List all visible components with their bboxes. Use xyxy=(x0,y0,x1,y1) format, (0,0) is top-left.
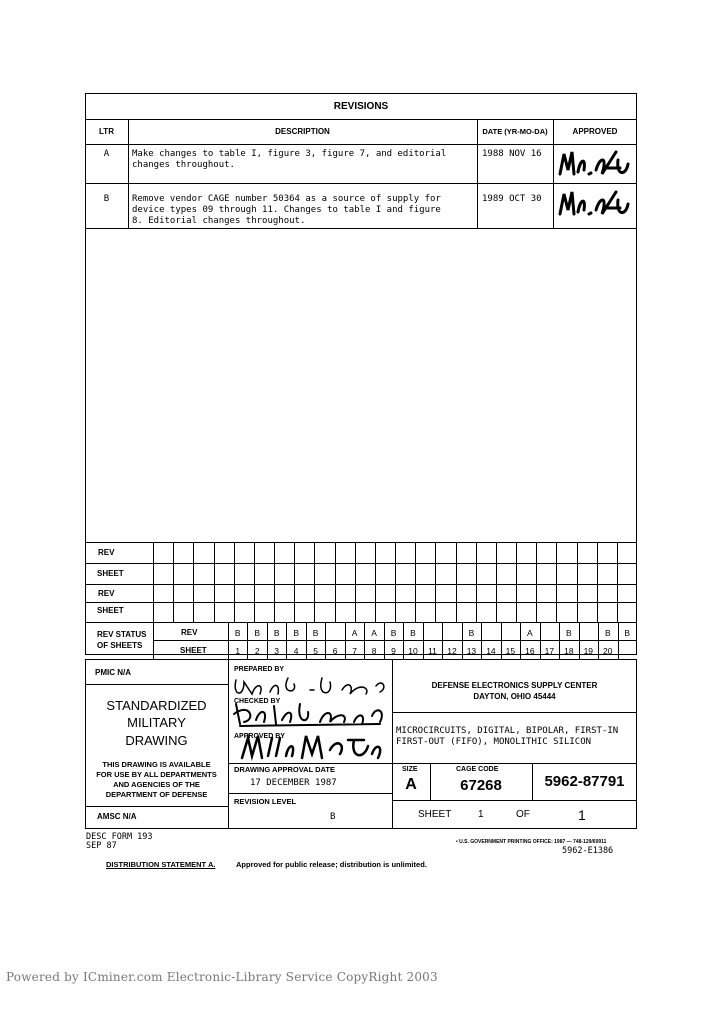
powered-by-footer: Powered by ICminer.com Electronic-Library Service CopyRight 2003 xyxy=(6,970,438,984)
col-date: DATE (YR-MO-DA) xyxy=(482,127,548,136)
rev-date-b: 1989 OCT 30 xyxy=(482,194,542,204)
form-number: DESC FORM 193 xyxy=(86,832,153,842)
rev-desc-b-line1: Remove vendor CAGE number 50364 as a source of supply for xyxy=(132,194,441,204)
of-number: 1 xyxy=(578,807,586,823)
grid-line xyxy=(173,542,174,622)
gpo-notice: • U.S. GOVERNMENT PRINTING OFFICE: 1987 — 748-129/60911 xyxy=(456,839,607,845)
sheet-number-cell: 15 xyxy=(505,646,516,656)
grid-line xyxy=(456,542,457,622)
revision-level-label: REVISION LEVEL xyxy=(234,797,297,806)
rev-desc-a-line1: Make changes to table I, figure 3, figure 7, and editorial xyxy=(132,149,447,159)
pmic-label: PMIC N/A xyxy=(95,668,131,677)
sheet-number-cell: 16 xyxy=(525,646,535,656)
sheet-number-cell: 6 xyxy=(332,646,338,656)
rev-status-cell: B xyxy=(254,628,261,638)
revisions-frame xyxy=(85,93,637,655)
rev-status-cell: A xyxy=(371,628,377,638)
grid-line xyxy=(617,542,618,622)
rev-ltr-a: A xyxy=(103,149,110,159)
sheet-number-cell: 13 xyxy=(466,646,477,656)
sheet-number-cell: 20 xyxy=(603,646,613,656)
grid-line xyxy=(294,542,295,622)
checked-by-signature xyxy=(230,698,390,730)
grid-line xyxy=(496,542,497,622)
sheet-number-cell: 3 xyxy=(274,646,280,656)
drawing-number: 5962-87791 xyxy=(544,773,625,790)
grid-line xyxy=(375,542,376,622)
std-title-2: MILITARY xyxy=(127,715,186,730)
sheet-number-cell: 5 xyxy=(313,646,318,656)
grid-line xyxy=(234,542,235,622)
distribution-text: Approved for public release; distribution is unlimited. xyxy=(236,860,427,869)
grid-line xyxy=(274,542,275,622)
sheet-number-cell: 4 xyxy=(293,646,299,656)
sheet-number-cell: 9 xyxy=(391,646,396,656)
form-date: SEP 87 xyxy=(86,841,117,851)
approved-by-label: APPROVED BY xyxy=(234,733,285,740)
grid-label-rev-2: REV xyxy=(98,589,115,598)
cage-code: 67268 xyxy=(460,777,502,794)
size-value: A xyxy=(405,776,417,793)
avail-line-3: AND AGENCIES OF THE xyxy=(113,780,200,789)
grid-label-rev-1: REV xyxy=(98,548,115,557)
rev-status-cell: A xyxy=(351,628,358,638)
grid-line xyxy=(355,542,356,622)
col-approved: APPROVED xyxy=(572,127,618,136)
grid-line xyxy=(314,542,315,622)
approval-signature-a xyxy=(556,146,634,182)
std-title-3: DRAWING xyxy=(125,733,188,748)
grid-line xyxy=(335,542,336,622)
rev-status-cell: B xyxy=(410,628,416,638)
grid-line xyxy=(214,542,215,622)
rev-status-cell: A xyxy=(527,628,533,638)
document-ref: 5962-E1386 xyxy=(562,846,614,856)
distribution-label: DISTRIBUTION STATEMENT A. xyxy=(106,860,216,869)
approval-date: 17 DECEMBER 1987 xyxy=(250,778,337,788)
grid-line xyxy=(193,542,194,622)
grid-label-sheet-1: SHEET xyxy=(97,569,124,578)
rev-status-cell: B xyxy=(312,628,319,638)
rev-status-cell: B xyxy=(468,628,475,638)
prepared-by-label: PREPARED BY xyxy=(234,666,285,673)
rev-date-a: 1988 NOV 16 xyxy=(482,149,542,159)
agency-line-1: DEFENSE ELECTRONICS SUPPLY CENTER xyxy=(431,681,598,690)
grid-line xyxy=(536,542,537,622)
sheet-label: SHEET xyxy=(418,809,452,820)
rev-status-label: REV STATUS xyxy=(97,630,147,639)
std-title-1: STANDARDIZED xyxy=(106,698,207,713)
rev-status-cell: B xyxy=(624,628,631,638)
size-label: SIZE xyxy=(402,766,418,773)
rev-status-cell: B xyxy=(565,628,572,638)
grid-line xyxy=(415,542,416,622)
rev-status-cell: B xyxy=(273,628,280,638)
grid-line xyxy=(476,542,477,622)
of-sheets-label: OF SHEETS xyxy=(97,641,143,650)
cage-code-label: CAGE CODE xyxy=(456,766,499,773)
grid-line xyxy=(577,542,578,622)
prepared-by-signature xyxy=(230,672,390,700)
grid-line xyxy=(254,542,255,622)
grid-line xyxy=(597,542,598,622)
approval-signature-b xyxy=(556,186,634,222)
sheet-number-cell: 10 xyxy=(408,646,418,656)
rev-desc-b-line2: device types 09 through 11. Changes to table I and figure xyxy=(132,205,441,215)
grid-label-sheet-2: SHEET xyxy=(97,606,124,615)
rev-desc-b-line3: 8. Editorial changes throughout. xyxy=(132,216,306,226)
avail-line-4: DEPARTMENT OF DEFENSE xyxy=(105,790,208,799)
approved-by-signature xyxy=(236,730,386,764)
revision-level: B xyxy=(330,812,336,822)
avail-line-1: THIS DRAWING IS AVAILABLE xyxy=(102,760,211,769)
grid-line xyxy=(556,542,557,622)
sheet-number-cell: 17 xyxy=(544,646,555,656)
sheet-number-cell: 14 xyxy=(486,646,496,656)
rev-status-cell: B xyxy=(234,628,241,638)
sheet-number-cell: 12 xyxy=(447,646,457,656)
rev-status-cell: B xyxy=(604,628,611,638)
sheet-number-cell: 19 xyxy=(583,646,594,656)
amsc-label: AMSC N/A xyxy=(97,812,137,821)
sheet-number-cell: 18 xyxy=(564,646,574,656)
drawing-title-1: MICROCIRCUITS, DIGITAL, BIPOLAR, FIRST-IN xyxy=(396,726,619,736)
sheet-number-cell: 7 xyxy=(352,646,357,656)
agency-line-2: DAYTON, OHIO 45444 xyxy=(473,692,556,701)
rev-status-cell: B xyxy=(293,628,299,638)
of-label: OF xyxy=(516,809,530,820)
col-description: DESCRIPTION xyxy=(275,127,330,136)
sheet-number-cell: 2 xyxy=(254,646,260,656)
grid-line xyxy=(395,542,396,622)
checked-by-label: CHECKED BY xyxy=(234,698,281,705)
drawing-title-2: FIRST-OUT (FIFO), MONOLITHIC SILICON xyxy=(396,737,592,747)
rev-desc-a-line2: changes throughout. xyxy=(132,160,235,170)
col-ltr: LTR xyxy=(99,127,114,136)
avail-line-2: FOR USE BY ALL DEPARTMENTS xyxy=(96,770,217,779)
revisions-title: REVISIONS xyxy=(333,101,389,112)
grid-line xyxy=(516,542,517,622)
grid-line xyxy=(435,542,436,622)
sheet-number-cell: 8 xyxy=(371,646,377,656)
rev-ltr-b: B xyxy=(103,194,110,204)
sheet-number-cell: 11 xyxy=(428,646,437,656)
sheet-number-cell: 1 xyxy=(235,646,241,656)
sheet-row-label: SHEET xyxy=(180,646,207,655)
rev-status-cell: B xyxy=(390,628,397,638)
approval-date-label: DRAWING APPROVAL DATE xyxy=(234,765,335,774)
rev-row-label: REV xyxy=(181,628,198,637)
sheet-number: 1 xyxy=(478,809,484,820)
